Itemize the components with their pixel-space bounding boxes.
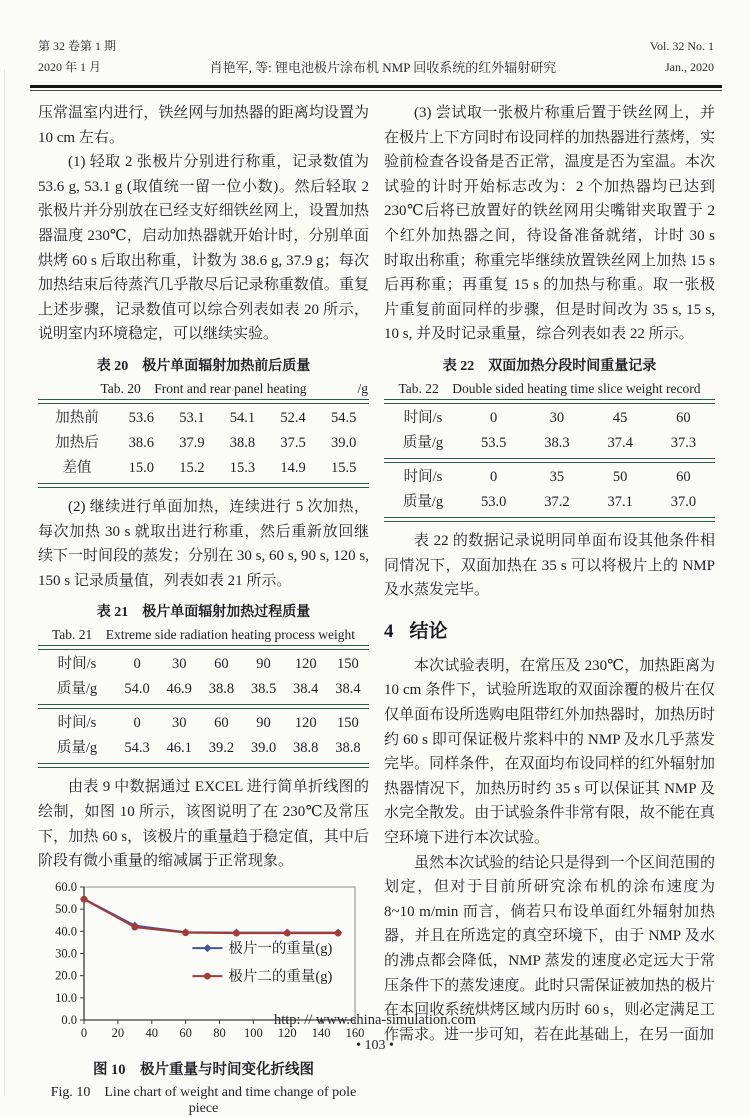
cell: 54.0 [124,681,150,698]
table-rule [38,399,369,404]
row-label: 时间/s [57,715,97,732]
svg-text:10.0: 10.0 [55,990,77,1005]
svg-text:160: 160 [345,1025,365,1040]
table-row [38,456,369,481]
svg-text:40.0: 40.0 [55,924,77,939]
table-rule [384,458,715,463]
table-20-grid [38,406,369,481]
figure-10 [38,878,369,1117]
row-label: 质量/g [56,681,98,698]
cell: 60 [214,715,229,732]
table-rule [384,399,715,404]
svg-text:0.0: 0.0 [61,1012,77,1027]
page-number: • 103 • [356,1038,394,1053]
issue-volume-cn: 第 32 卷第 1 期 [38,39,117,53]
table-rule [38,763,369,768]
table-rule [38,645,369,650]
cell: 38.4 [293,681,319,698]
svg-text:50.0: 50.0 [55,901,77,916]
section-title: 结论 [409,620,448,642]
header-issue-cn [38,36,116,78]
table-20-title-en-text: Tab. 20 Front and rear panel heating [100,380,307,396]
paragraph-table22-note: 表 22 的数据记录说明同单面布设其他条件相同情况下，双面加热在 35 s 可以将极片上的 NMP 及水蒸发完毕。 [384,533,715,599]
column-left [38,101,369,1117]
cell: 90 [256,715,271,732]
cell: 46.1 [166,740,192,757]
cell: 45 [612,409,628,426]
table-row [38,652,369,677]
cell: 15.2 [179,459,205,476]
cell: 39.0 [331,434,357,451]
cell: 120 [294,715,317,732]
scan-edge-line [4,70,5,1096]
cell: 52.4 [280,409,306,426]
table-20 [38,355,369,488]
table-row [38,677,369,702]
row-label: 加热后 [55,434,99,451]
cell: 150 [337,715,359,732]
svg-text:20.0: 20.0 [55,968,77,983]
paragraph-step2: (2) 继续进行单面加热，连续进行 5 次加热，每次加热 30 s 就取出进行称重，然后重新放回继续下一时间段的蒸发；分别在 30 s, 60 s, 90 s, 120 s, 150 s 记录质量值，列表如表 21 所示。 [38,498,369,589]
svg-text:极片一的重量(g): 极片一的重量(g) [228,940,333,957]
cell: 0 [490,468,498,485]
cell: 0 [490,409,498,426]
table-row [38,736,369,761]
cell: 120 [294,656,317,673]
cell: 37.1 [607,493,633,510]
cell: 53.0 [480,493,507,510]
row-label: 时间/s [403,409,443,426]
row-label: 质量/g [402,434,444,451]
table-20-title-en [38,377,369,397]
table-rule [38,704,369,709]
column-right [384,101,715,1047]
table-21-title-en: Tab. 21 Extreme side radiation heating process weight [51,627,356,643]
cell: 90 [256,656,271,673]
table-22-grid-block1 [384,406,715,456]
table-row [384,431,715,456]
cell: 54.1 [229,409,256,426]
table-21 [38,601,369,768]
cell: 53.1 [179,409,205,426]
table-rule [384,517,715,522]
cell: 37.5 [280,434,306,451]
table-22-title-en: Tab. 22 Double sided heating time slice weight record [398,380,701,396]
row-label: 时间/s [403,468,443,485]
svg-text:80: 80 [213,1025,226,1040]
cell: 37.4 [607,434,633,451]
cell: 0 [133,715,141,732]
cell: 30 [171,715,187,732]
svg-text:120: 120 [277,1025,297,1040]
cell: 39.2 [208,740,235,757]
table-row [38,406,369,431]
table-20-unit-label: /g [357,380,368,396]
svg-text:100: 100 [244,1025,263,1040]
table-row [384,490,715,515]
cell: 54.3 [124,740,150,757]
table-21-title-cn: 表 21 极片单面辐射加热过程质量 [96,605,311,621]
svg-text:60.0: 60.0 [55,879,77,894]
cell: 30 [549,409,565,426]
running-title: 肖艳军, 等: 锂电池极片涂布机 NMP 回收系统的红外辐射研究 [209,60,557,75]
cell: 30 [171,656,187,673]
paragraph-step3: (3) 尝试取一张极片称重后置于铁丝网上，并在极片上下方同时布设同样的加热器进行蒸烤，实验前检查各设备是否正常，温度是否为室温。本次试验的计时开始标志改为：2 个加热器均已达到 230℃后将已放置好的铁丝网用尖嘴钳夹取置于 2 个红外加热器之间，待设备准备就绪，计时 30 s 时取出称重；称重完毕继续放置铁丝网上加热 15 s 后再称重；再重复 15 s 的加热与称重。取一张极片重复前面同样的步骤，但是时间改为 35 s, 15 s, 10 s, 并及时记录重量，综合列表如表 22 所示。 [384,105,715,343]
cell: 38.4 [335,681,361,698]
footer-url: http: // www.china-simulation.com [273,1012,477,1028]
cell: 38.6 [128,434,154,451]
paragraph-conclusion1: 本次试验表明，在常压及 230℃，加热距离为 10 cm 条件下，试验所选取的双面涂覆的极片在仅仅单面布设所选购电阻带红外加热器时，加热历时约 60 s 即可保证极片浆料中的 NMP 及水几乎蒸发完毕。同样条件，在双面均布设同样的红外辐射加热器情况下，加热历时约 35 s 可以保证其 NMP 及水完全散发。由于试验条件非常有限，故不能在真空环境下进行本次试验。 [384,657,715,846]
table-21-grid-block1 [38,652,369,702]
svg-text:60: 60 [179,1025,192,1040]
cell: 39.0 [250,740,277,757]
cell: 37.9 [179,434,205,451]
cell: 37.3 [670,434,697,451]
section-heading-conclusion [384,616,715,643]
svg-text:140: 140 [311,1025,331,1040]
cell: 0 [133,656,141,673]
section-number: 4 [384,620,394,642]
row-label: 质量/g [402,493,444,510]
header-vol-en [650,36,714,78]
cell: 46.9 [166,681,192,698]
cell: 14.9 [280,459,306,476]
table-20-title-cn: 表 20 极片单面辐射加热前后质量 [96,358,311,374]
cell: 38.3 [544,434,570,451]
cell: 53.6 [128,409,154,426]
table-row [38,431,369,456]
cell: 37.2 [544,493,570,510]
cell: 37.0 [670,493,697,510]
paragraph-step1: (1) 轻取 2 张极片分别进行称重，记录数值为 53.6 g, 53.1 g (取值统一留一位小数)。然后轻取 2 张极片并分别放在已经支好细铁丝网上，设置加热器温度 230℃，启动加热器就开始计时，分别单面烘烤 60 s 后取出称重，计数为 38.6 g, 37.9 g；每次加热结束后待蒸汽几乎散尽后记录称重数值。重复上述步骤，记录数值可以综合列表如表 20 所示，说明室内环境稳定，可以继续实验。 [38,154,369,343]
volume-en: Vol. 32 No. 1 [649,39,714,53]
cell: 15.5 [331,459,357,476]
cell: 60 [214,656,229,673]
svg-text:0: 0 [80,1025,88,1040]
cell: 38.8 [229,434,256,451]
table-row [384,406,715,431]
cell: 15.0 [128,459,154,476]
date-en: Jan., 2020 [664,60,714,74]
cell: 150 [337,656,359,673]
paragraph-excel: 由表 9 中数据通过 EXCEL 进行简单折线图的绘制，如图 10 所示，该图说明了在 230℃及常压下，加热 60 s，该极片的重量趋于稳定值，其中后阶段有微小重量的缩减属于正常现象。 [38,779,369,870]
figure-caption-en: Fig. 10 Line chart of weight and time change of pole piece [50,1084,357,1116]
cell: 38.8 [293,740,319,757]
page-header [38,36,714,78]
table-21-grid-block2 [38,711,369,761]
header-rule [30,85,722,91]
table-rule [38,483,369,488]
cell: 60 [676,409,691,426]
svg-text:20: 20 [111,1025,125,1040]
row-label: 质量/g [56,740,98,757]
svg-text:30.0: 30.0 [55,946,77,961]
svg-text:40: 40 [145,1025,158,1040]
table-row [384,465,715,490]
table-row [38,711,369,736]
cell: 60 [676,468,691,485]
cell: 38.8 [335,740,361,757]
cell: 15.3 [229,459,256,476]
cell: 53.5 [480,434,507,451]
paragraph-continuation: 压常温室内进行，铁丝网与加热器的距离均设置为 10 cm 左右。 [38,105,369,146]
table-22-grid-block2 [384,465,715,515]
cell: 38.5 [250,681,277,698]
table-22-title-cn: 表 22 双面加热分段时间重量记录 [442,358,657,374]
cell: 54.5 [331,409,357,426]
row-label: 时间/s [57,656,97,673]
paragraph-conclusion2: 虽然本次试验的结论只是得到一个区间范围的划定，但对于目前所研究涂布机的涂布速度为 8~10 m/min 而言，倘若只布设单面红外辐射加热器，并且在所选定的真空环境下，由于 NMP 及水的沸点都会降低，NMP 蒸发的速度必定远大于常压条件下的蒸发速度。此时只需保证被加热的极片在本回收系统烘烤区域内历时 60 s，则必定满足工作需求。进一步可知，若在此基础上，在另一面加 [384,854,715,1043]
cell: 38.8 [208,681,235,698]
issue-date-cn: 2020 年 1 月 [38,60,102,74]
cell: 50 [612,468,628,485]
row-label: 加热前 [55,409,99,426]
cell: 35 [549,468,565,485]
svg-text:极片二的重量(g): 极片二的重量(g) [228,968,333,985]
table-22 [384,355,715,522]
figure-caption-cn: 图 10 极片重量与时间变化折线图 [92,1061,315,1078]
row-label: 差值 [62,459,92,476]
